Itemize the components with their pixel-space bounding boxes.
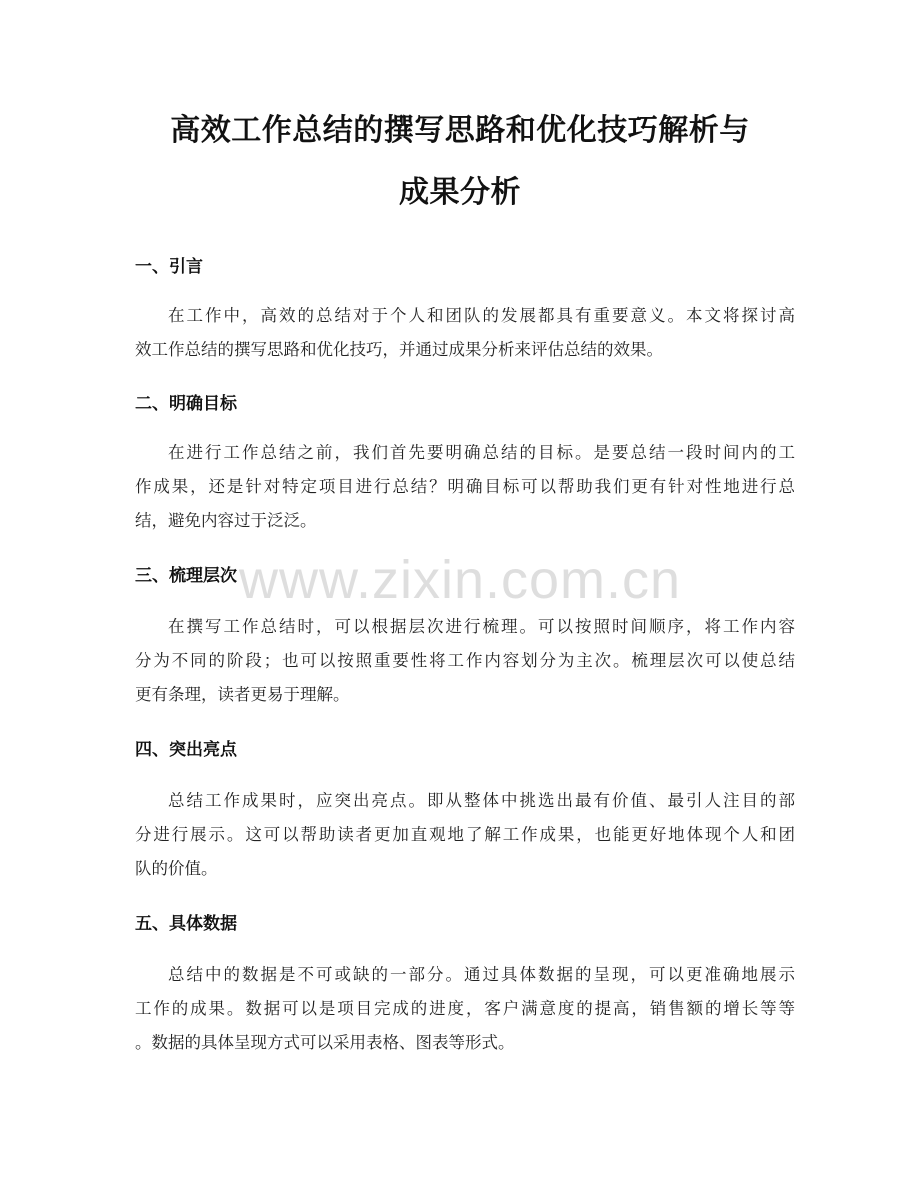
- section-heading-specific-data: 五、具体数据: [135, 914, 237, 934]
- document-title-line-1: 高效工作总结的撰写思路和优化技巧解析与: [170, 113, 750, 148]
- paragraph-line: 总结工作成果时，应突出亮点。即从整体中挑选出最有价值、最引人注目的部: [168, 791, 795, 810]
- paragraph-line: 作成果，还是针对特定项目进行总结？明确目标可以帮助我们更有针对性地进行总: [135, 477, 795, 496]
- paragraph-line: 总结中的数据是不可或缺的一部分。通过具体数据的呈现，可以更准确地展示: [168, 965, 795, 984]
- section-paragraph-organize-levels: [135, 610, 795, 712]
- paragraph-line: 效工作总结的撰写思路和优化技巧，并通过成果分析来评估总结的效果。: [135, 340, 663, 359]
- section-paragraph-highlights: [135, 784, 795, 886]
- paragraph-line: 工作的成果。数据可以是项目完成的进度，客户满意度的提高，销售额的增长等等: [135, 999, 795, 1018]
- paragraph-line: 在进行工作总结之前，我们首先要明确总结的目标。是要总结一段时间内的工: [168, 443, 795, 462]
- paragraph-line: 队的价值。: [135, 859, 218, 878]
- section-heading-introduction: 一、引言: [135, 257, 203, 277]
- paragraph-line: 分进行展示。这可以帮助读者更加直观地了解工作成果，也能更好地体现个人和团: [135, 825, 795, 844]
- section-paragraph-introduction: [135, 299, 795, 367]
- section-paragraph-specific-data: [135, 958, 795, 1060]
- paragraph-line: 更有条理，读者更易于理解。: [135, 685, 350, 704]
- paragraph-line: 。数据的具体呈现方式可以采用表格、图表等形式。: [135, 1033, 515, 1052]
- section-heading-organize-levels: 三、梳理层次: [135, 566, 237, 586]
- section-heading-highlights: 四、突出亮点: [135, 740, 237, 760]
- paragraph-line: 分为不同的阶段；也可以按照重要性将工作内容划分为主次。梳理层次可以使总结: [135, 651, 795, 670]
- paragraph-line: 在工作中，高效的总结对于个人和团队的发展都具有重要意义。本文将探讨高: [168, 306, 795, 325]
- paragraph-line: 在撰写工作总结时，可以根据层次进行梳理。可以按照时间顺序，将工作内容: [168, 617, 795, 636]
- document-title-line-2: 成果分析: [399, 175, 521, 210]
- watermark: www.zixin.com.cn: [238, 550, 682, 610]
- section-heading-define-goals: 二、明确目标: [135, 394, 237, 414]
- paragraph-line: 结，避免内容过于泛泛。: [135, 511, 317, 530]
- section-paragraph-define-goals: [135, 436, 795, 538]
